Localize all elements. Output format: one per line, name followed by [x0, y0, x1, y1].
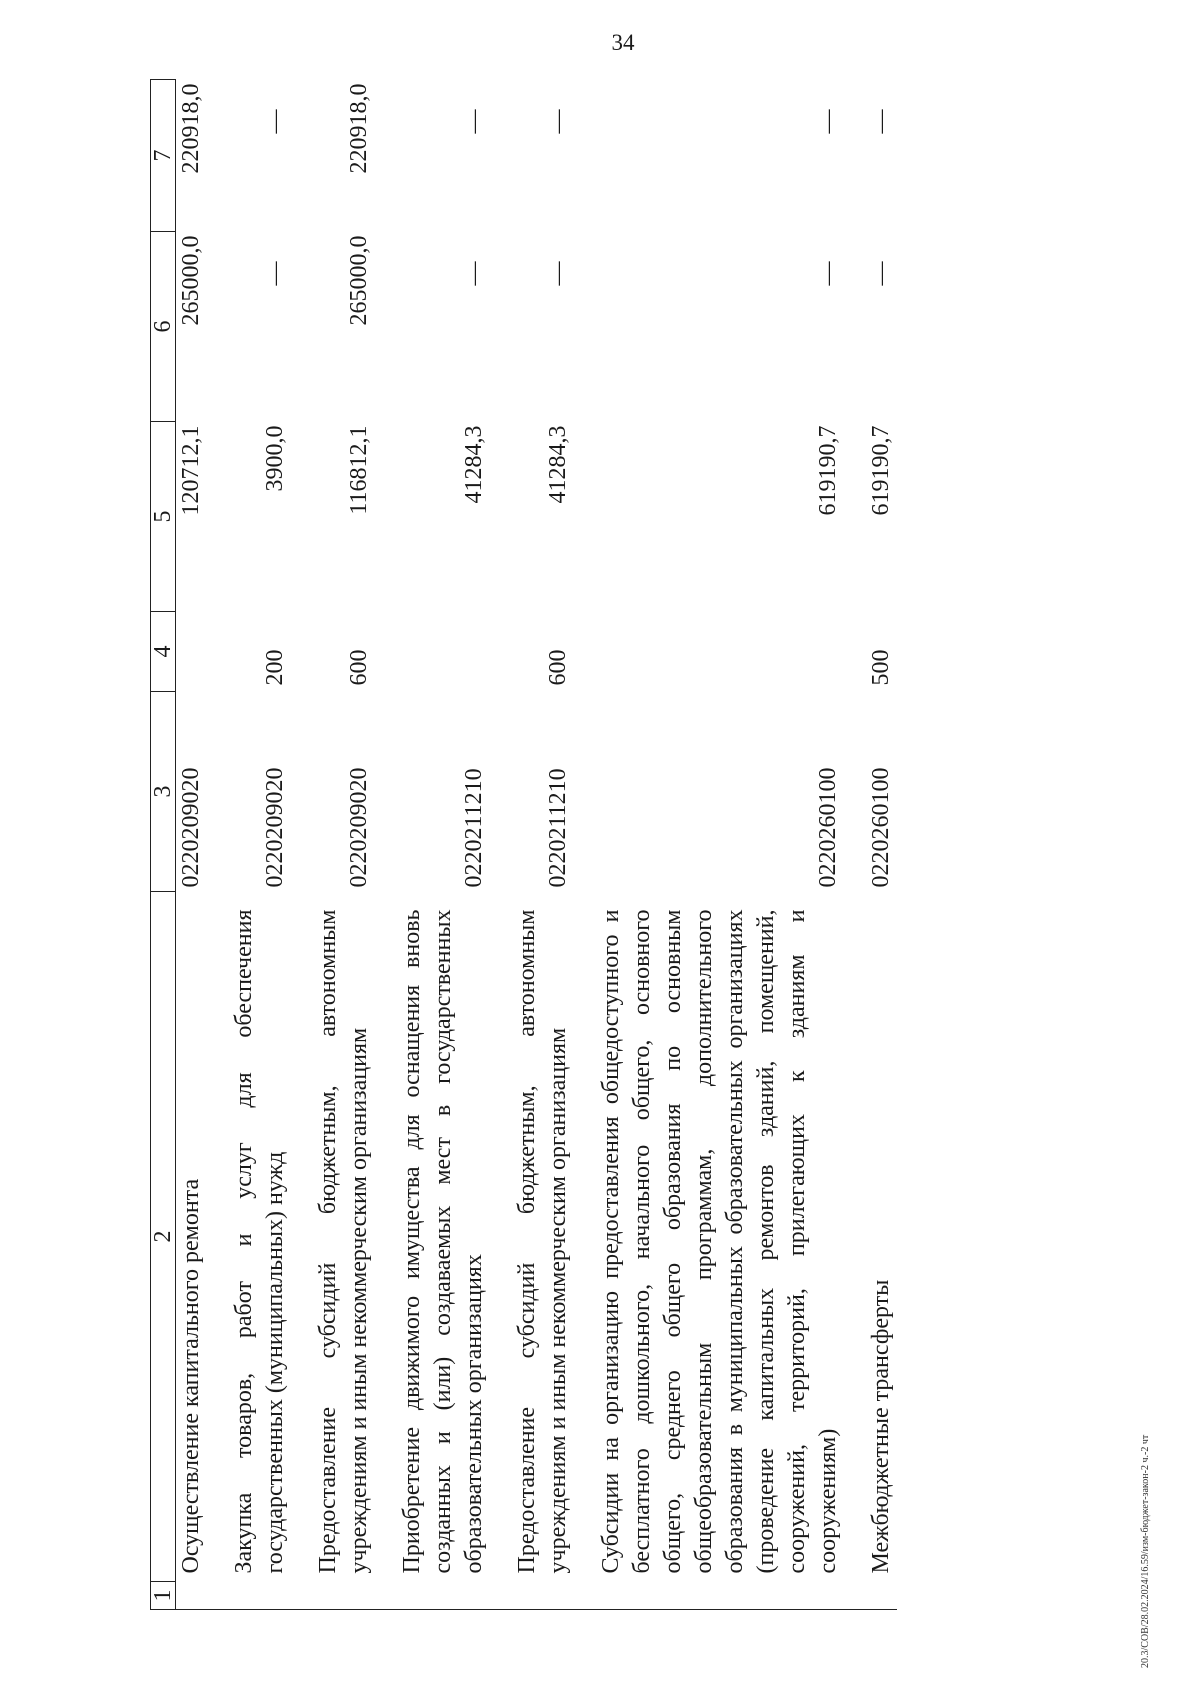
cell-name: Предоставление субсидий бюджетным, автономным учреждениям и иным некоммерческим организациям: [315, 909, 372, 1574]
header-row: [151, 80, 176, 1610]
cell-name: Предоставление субсидий бюджетным, автономным учреждениям и иным некоммерческим организациям: [514, 909, 571, 1574]
table-row: [574, 80, 844, 1610]
header-col-5: 5: [151, 422, 176, 612]
cell-value-6: 265000,0: [346, 235, 372, 326]
cell-col1: [375, 1582, 490, 1610]
cell-code: 0220209020: [346, 767, 372, 888]
page-number: 34: [611, 30, 635, 55]
cell-value-5: 41284,3: [461, 425, 487, 504]
cell-value-5: 619190,7: [815, 425, 841, 516]
cell-name: Осуществление капитального ремонта: [178, 1178, 204, 1574]
cell-value-5: 3900,0: [262, 425, 288, 492]
budget-table: [150, 79, 897, 1610]
cell-value-6: [490, 232, 574, 422]
cell-value-5: 120712,1: [178, 425, 204, 516]
cell-name: Закупка товаров, работ и услуг для обеспечения государственных (муниципальных) нужд: [231, 909, 288, 1574]
header-col-6: 6: [151, 232, 176, 422]
cell-code: 0220209020: [262, 767, 288, 888]
table-row: [291, 80, 375, 1610]
cell-kvr: 500: [868, 649, 894, 686]
table-row: [844, 80, 897, 1610]
cell-name: Межбюджетные трансферты: [868, 1279, 894, 1574]
cell-kvr: 600: [346, 649, 372, 686]
table-row: [207, 80, 291, 1610]
cell-value-7: [490, 80, 574, 232]
budget-table-sheet: [150, 80, 1080, 1610]
cell-value-6: [375, 232, 490, 422]
cell-name: Субсидии на организацию предоставления общедоступного и бесплатного дошкольного, начального общего, основного общего, среднего общего образования по основным общеобразовательным программам, дополнительного образования в муниципальных образовательных организациях (проведение капитальных ремонтов зданий, помещений, сооружений, территорий, прилегающих к зданиям и сооружениям): [598, 909, 841, 1574]
cell-code: 0220209020: [178, 767, 204, 888]
cell-value-7: 220918,0: [346, 83, 372, 174]
cell-col1: [574, 1582, 844, 1610]
header-col-4: 4: [151, 612, 176, 692]
dash-mark: —: [262, 261, 288, 286]
cell-col1: [176, 1582, 208, 1610]
table-row: [375, 80, 490, 1610]
cell-col1: [291, 1582, 375, 1610]
dash-mark: —: [815, 261, 841, 286]
cell-col1: [844, 1582, 897, 1610]
cell-value-7: [375, 80, 490, 232]
cell-name: Приобретение движимого имущества для оснащения вновь созданных и (или) создаваемых мест в государственных образовательных организациях: [399, 909, 487, 1574]
cell-value-7: [844, 80, 897, 232]
dash-mark: —: [262, 109, 288, 134]
table-row: [490, 80, 574, 1610]
cell-kvr: [375, 612, 490, 692]
cell-value-5: 116812,1: [346, 425, 372, 515]
footer-document-code: 20.3/СОВ/28.02.2024/16.59/изм-бюджет-закон-2 ч.-2 чт: [1140, 1434, 1151, 1668]
cell-value-7: [574, 80, 844, 232]
header-col-2: 2: [151, 892, 176, 1582]
cell-kvr: 600: [545, 649, 571, 686]
cell-value-6: [574, 232, 844, 422]
dash-mark: —: [868, 109, 894, 134]
cell-code: 0220260100: [868, 767, 894, 888]
header-col-3: 3: [151, 692, 176, 892]
cell-value-5: 619190,7: [868, 425, 894, 516]
cell-value-7: 220918,0: [178, 83, 204, 174]
cell-col1: [207, 1582, 291, 1610]
header-col-1: 1: [151, 1582, 176, 1610]
dash-mark: —: [461, 261, 487, 286]
cell-value-7: [207, 80, 291, 232]
cell-kvr: [176, 612, 208, 692]
cell-kvr: [574, 612, 844, 692]
cell-value-5: 41284,3: [545, 425, 571, 504]
cell-code: 0220211210: [545, 768, 571, 888]
dash-mark: —: [545, 109, 571, 134]
cell-kvr: 200: [262, 649, 288, 686]
table-row: [176, 80, 208, 1610]
dash-mark: —: [545, 261, 571, 286]
cell-value-6: [844, 232, 897, 422]
cell-value-6: 265000,0: [178, 235, 204, 326]
dash-mark: —: [815, 109, 841, 134]
header-col-7: 7: [151, 80, 176, 232]
cell-value-6: [207, 232, 291, 422]
dash-mark: —: [868, 261, 894, 286]
cell-col1: [490, 1582, 574, 1610]
dash-mark: —: [461, 109, 487, 134]
cell-code: 0220260100: [815, 767, 841, 888]
cell-code: 0220211210: [461, 768, 487, 888]
